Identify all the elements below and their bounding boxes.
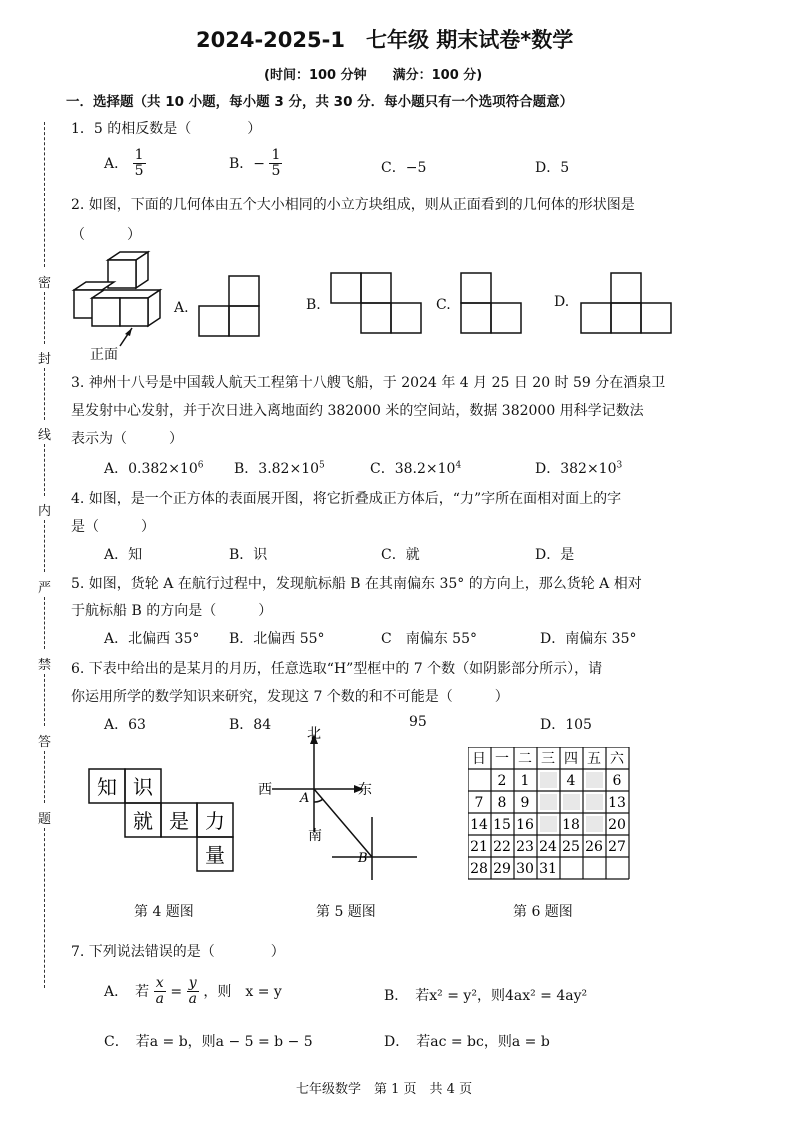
q3-b-exp: 5 — [319, 460, 325, 471]
net-cell: 就 — [133, 809, 153, 833]
cal-day: 7 — [474, 795, 484, 811]
q4-option-b: B．识 — [229, 547, 268, 563]
cal-day: 31 — [539, 861, 557, 877]
cal-day: 13 — [608, 795, 626, 811]
cal-day: 23 — [516, 839, 534, 855]
cal-header: 六 — [610, 751, 624, 767]
q7-a-den1: a — [155, 991, 164, 1008]
cal-shaded-cell — [586, 772, 603, 788]
q6-option-d: D．105 — [540, 717, 592, 733]
q1-a-label: A． — [104, 155, 129, 172]
q3-option-a — [104, 458, 203, 478]
cal-day: 30 — [516, 861, 534, 877]
q3-line1: 3. 神州十八号是中国载人航天工程第十八艘飞船，于 2024 年 4 月 25 日 20 时 59 分在酒泉卫 — [71, 375, 666, 391]
seal-char: 封 — [38, 352, 52, 367]
net-cell: 力 — [205, 809, 225, 833]
seal-dash — [44, 751, 45, 803]
q7-option-a — [104, 976, 282, 1008]
q3-line2: 星发射中心发射，并于次日进入离地面约 382000 米的空间站，数据 382000 用科学记数法 — [71, 403, 644, 419]
q4-option-a: A．知 — [104, 547, 143, 563]
q3-c-text: C．38.2×10 — [370, 461, 456, 477]
q5-line2: 于航标船 B 的方向是（ ） — [71, 603, 273, 619]
cal-day: 8 — [497, 795, 507, 811]
cal-day: 24 — [539, 839, 557, 855]
q5-option-c: C 南偏东 55° — [381, 631, 477, 647]
page-footer: 七年级数学 第 1 页 共 4 页 — [296, 1082, 473, 1097]
seal-char: 密 — [38, 276, 52, 291]
cal-day: 20 — [608, 817, 626, 833]
point-a-label: A — [300, 791, 310, 806]
cal-day: 29 — [493, 861, 511, 877]
cal-header: 五 — [587, 751, 601, 767]
seal-dash — [44, 368, 45, 420]
seal-dash — [44, 597, 45, 649]
q1-option-a — [104, 148, 146, 180]
seal-char: 严 — [38, 581, 52, 596]
q4-line1: 4. 如图，是一个正方体的表面展开图，将它折叠成正方体后，“力”字所在面相对面上的字 — [71, 491, 622, 507]
cal-day: 6 — [612, 773, 622, 789]
q6-option-a: A．63 — [104, 717, 146, 733]
q3-option-b — [234, 458, 325, 478]
q2-stem: 2. 如图，下面的几何体由五个大小相同的小立方块组成，则从正面看到的几何体的形状图是 — [71, 197, 635, 213]
q1-a-num: 1 — [134, 147, 144, 163]
cal-day: 16 — [516, 817, 534, 833]
q1-option-d: D．5 — [535, 160, 570, 176]
q1-option-b — [229, 148, 282, 180]
fig4-caption: 第 4 题图 — [134, 904, 194, 920]
fig6-caption: 第 6 题图 — [513, 904, 573, 920]
q7-option-b: B． 若x² = y²，则4ax² = 4ay² — [384, 988, 588, 1004]
east-label: 东 — [358, 782, 372, 798]
q3-a-text: A．0.382×10 — [104, 461, 198, 477]
q2-option-c-label: C. — [436, 297, 451, 313]
q2-option-a-shape — [198, 275, 262, 339]
cal-shaded-cell — [540, 772, 557, 788]
seal-char: 答 — [38, 735, 52, 750]
q4-option-c: C．就 — [381, 547, 420, 563]
cal-day: 27 — [608, 839, 626, 855]
q5-line1: 5. 如图，货轮 A 在航行过程中，发现航标船 B 在其南偏东 35° 的方向上，那么货轮 A 相对 — [71, 576, 642, 592]
cal-day: 28 — [470, 861, 488, 877]
q7-stem: 7. 下列说法错误的是（ ） — [71, 944, 285, 960]
cal-day: 18 — [562, 817, 580, 833]
q7-a-num2: y — [187, 976, 199, 992]
q3-option-d — [535, 458, 622, 478]
seal-dash — [44, 444, 45, 496]
q3-d-exp: 3 — [616, 460, 623, 471]
net-cell: 知 — [97, 775, 117, 799]
q3-d-text: D．382×10 — [535, 461, 617, 477]
cal-day: 2 — [497, 773, 507, 789]
cal-shaded-cell — [586, 794, 603, 810]
q6-option-b: B．84 — [229, 717, 272, 733]
seal-dash — [44, 292, 45, 344]
cal-header: 二 — [518, 751, 532, 767]
q2-option-b-label: B. — [306, 297, 321, 313]
q3-line3: 表示为（ ） — [71, 431, 183, 447]
q1-b-num: 1 — [271, 147, 281, 163]
section-heading: 一．选择题（共 10 小题，每小题 3 分，共 30 分．每小题只有一个选项符合题意） — [66, 94, 574, 110]
seal-dash — [44, 674, 45, 726]
q3-a-exp: 6 — [197, 460, 204, 471]
seal-char: 题 — [38, 812, 52, 827]
cal-header: 三 — [541, 751, 555, 767]
q1-b-den: 5 — [271, 163, 281, 180]
q1-stem: 1．5 的相反数是（ ） — [71, 121, 262, 137]
cal-day: 26 — [585, 839, 603, 855]
q5-option-a: A．北偏西 35° — [104, 631, 200, 647]
q6-calendar-figure — [468, 747, 630, 881]
cal-header: 四 — [564, 751, 578, 767]
q7-a-post: ，则 x = y — [203, 983, 282, 1000]
seal-char: 线 — [38, 428, 52, 443]
q2-option-c-shape — [460, 272, 524, 336]
net-cell: 是 — [169, 809, 189, 833]
cal-day: 15 — [493, 817, 511, 833]
cal-day: 9 — [520, 795, 530, 811]
front-label: 正面 — [90, 347, 118, 363]
cal-shaded-cell — [540, 816, 557, 832]
cal-shaded-cell — [540, 794, 557, 810]
q2-option-d-shape — [580, 272, 672, 336]
net-cell: 识 — [133, 775, 153, 799]
q7-a-eq: = — [170, 983, 183, 1000]
q7-a-num1: x — [154, 976, 166, 992]
cal-day: 14 — [470, 817, 488, 833]
cal-header: 日 — [472, 751, 486, 767]
q2-paren: （ ） — [71, 227, 141, 243]
cal-shaded-cell — [586, 816, 603, 832]
q6-option-c: 95 — [409, 714, 427, 730]
q2-option-b-shape — [330, 272, 422, 336]
fig5-caption: 第 5 题图 — [316, 904, 376, 920]
q2-option-d-label: D. — [554, 294, 570, 310]
q5-option-d: D．南偏东 35° — [540, 631, 637, 647]
cal-header: 一 — [495, 751, 509, 767]
q6-line2: 你运用所学的数学知识来研究，发现这 7 个数的和不可能是（ ） — [71, 689, 509, 705]
cal-day: 22 — [493, 839, 511, 855]
q1-a-den: 5 — [134, 163, 144, 180]
q6-line1: 6. 下表中给出的是某月的月历，任意选取“H”型框中的 7 个数（如阴影部分所示），请 — [71, 661, 603, 677]
q5-option-b: B．北偏西 55° — [229, 631, 325, 647]
net-cell: 量 — [205, 843, 225, 867]
q4-option-d: D．是 — [535, 547, 575, 563]
cal-shaded-cell — [563, 794, 580, 810]
q5-direction-figure — [252, 722, 427, 882]
q7-option-c: C． 若a = b，则a − 5 = b − 5 — [104, 1034, 313, 1050]
q3-c-exp: 4 — [455, 460, 462, 471]
cal-day: 1 — [520, 773, 530, 789]
q3-option-c — [370, 458, 461, 478]
q4-cube-net-figure — [88, 768, 238, 874]
q1-option-c: C．−5 — [381, 160, 427, 176]
q7-a-pre: A． 若 — [104, 983, 150, 1000]
south-label: 南 — [308, 828, 322, 844]
q1-b-label: B．− — [229, 155, 266, 172]
seal-char: 内 — [38, 504, 52, 519]
cal-day: 4 — [566, 773, 576, 789]
seal-dash — [44, 828, 45, 988]
q2-option-a-label: A. — [174, 300, 189, 316]
q7-a-den2: a — [188, 991, 197, 1008]
exam-info: (时间：100 分钟 满分：100 分) — [264, 68, 483, 83]
q7-option-d: D． 若ac = bc，则a = b — [384, 1034, 550, 1050]
seal-char: 禁 — [38, 658, 52, 673]
q2-solid-figure — [70, 250, 170, 350]
seal-dash — [44, 122, 45, 267]
cal-day: 25 — [562, 839, 580, 855]
north-label: 北 — [307, 726, 321, 742]
point-b-label: B — [358, 851, 368, 866]
cal-day: 21 — [470, 839, 488, 855]
page-title: 2024-2025-1 七年级 期末试卷*数学 — [196, 28, 574, 52]
west-label: 西 — [258, 782, 272, 798]
seal-dash — [44, 520, 45, 572]
q4-line2: 是（ ） — [71, 519, 155, 535]
q3-b-text: B．3.82×10 — [234, 461, 320, 477]
